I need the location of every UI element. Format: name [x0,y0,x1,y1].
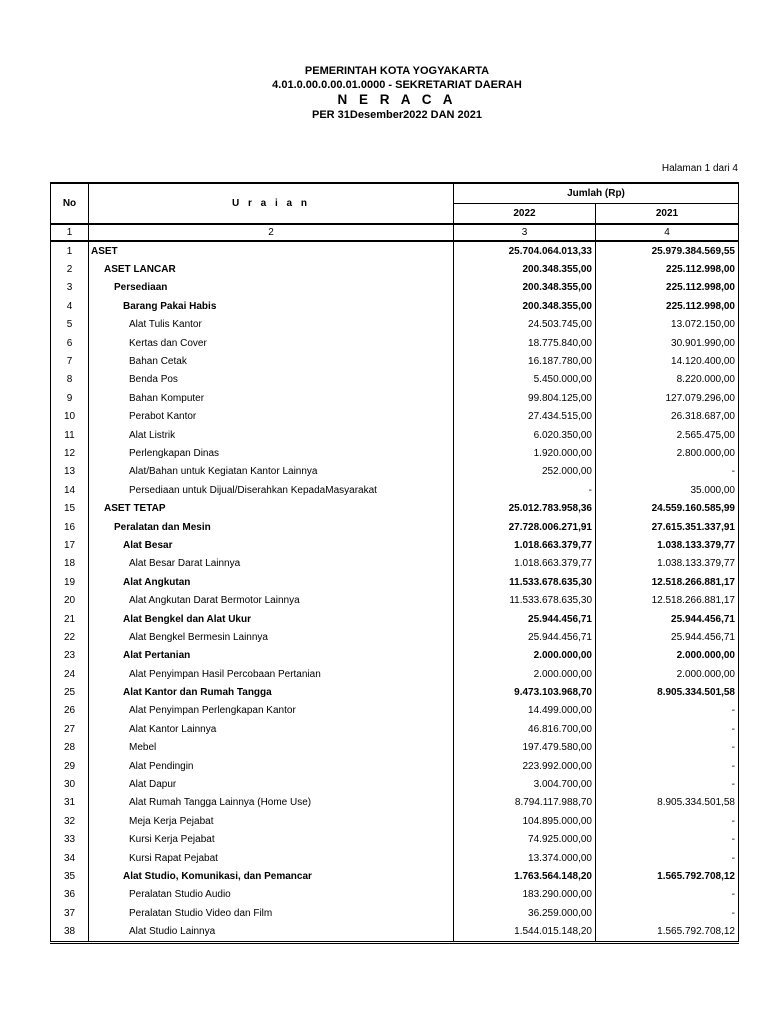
row-label: Bahan Komputer [89,389,454,407]
column-number: 3 [454,224,596,241]
row-label: Alat Bengkel Bermesin Lainnya [89,628,454,646]
row-number: 20 [51,591,89,609]
row-number: 8 [51,371,89,389]
row-value-2022: 1.544.015.148,20 [454,922,596,942]
table-row [51,241,739,260]
row-label: Kursi Rapat Pejabat [89,849,454,867]
row-number: 19 [51,573,89,591]
row-number: 3 [51,279,89,297]
row-value-2022: 36.259.000,00 [454,904,596,922]
row-value-2021: 2.000.000,00 [596,665,739,683]
row-number: 32 [51,812,89,830]
row-number: 4 [51,297,89,315]
table-row [51,867,739,885]
row-number: 27 [51,720,89,738]
row-value-2021: 8.905.334.501,58 [596,794,739,812]
table-row [51,628,739,646]
row-value-2021: - [596,904,739,922]
row-value-2021: - [596,775,739,793]
row-value-2022: 200.348.355,00 [454,260,596,278]
row-value-2021: - [596,812,739,830]
row-value-2022: 5.450.000,00 [454,371,596,389]
table-row [51,334,739,352]
row-value-2022: 200.348.355,00 [454,279,596,297]
row-number: 2 [51,260,89,278]
row-label: Persediaan untuk Dijual/Diserahkan KepadaMasyarakat [89,481,454,499]
table-row [51,610,739,628]
column-number: 2 [89,224,454,241]
row-value-2021: - [596,831,739,849]
table-row [51,683,739,701]
row-label: ASET TETAP [89,499,454,517]
table-row [51,849,739,867]
row-label: Alat Angkutan [89,573,454,591]
department-code: 4.01.0.00.0.00.01.0000 - SEKRETARIAT DAERAH [272,79,522,91]
report-title: N E R A C A [337,92,457,107]
row-value-2021: 27.615.351.337,91 [596,518,739,536]
row-number: 5 [51,316,89,334]
table-row [51,739,739,757]
row-value-2022: 16.187.780,00 [454,352,596,370]
row-value-2022: 11.533.678.635,30 [454,573,596,591]
row-value-2021: 30.901.990,00 [596,334,739,352]
row-label: Alat Bengkel dan Alat Ukur [89,610,454,628]
row-label: Peralatan Studio Audio [89,886,454,904]
report-period: PER 31Desember2022 DAN 2021 [312,109,482,121]
balance-sheet-table [50,182,739,944]
table-row [51,444,739,462]
row-value-2021: 1.038.133.379,77 [596,555,739,573]
row-value-2022: 25.704.064.013,33 [454,241,596,260]
row-value-2022: 200.348.355,00 [454,297,596,315]
row-number: 16 [51,518,89,536]
row-label: Perlengkapan Dinas [89,444,454,462]
row-label: Alat Besar [89,536,454,554]
row-value-2022: 1.763.564.148,20 [454,867,596,885]
row-label: Alat Angkutan Darat Bermotor Lainnya [89,591,454,609]
row-value-2021: 127.079.296,00 [596,389,739,407]
row-label: Alat Tulis Kantor [89,316,454,334]
table-row [51,260,739,278]
row-number: 23 [51,647,89,665]
row-number: 30 [51,775,89,793]
table-row [51,518,739,536]
table-row [51,408,739,426]
row-number: 35 [51,867,89,885]
row-value-2022: 99.804.125,00 [454,389,596,407]
header-jumlah: Jumlah (Rp) [454,183,739,204]
row-label: Alat Penyimpan Hasil Percobaan Pertanian [89,665,454,683]
row-value-2021: - [596,849,739,867]
row-value-2021: 12.518.266.881,17 [596,591,739,609]
row-label: Peralatan Studio Video dan Film [89,904,454,922]
row-value-2022: 1.018.663.379,77 [454,555,596,573]
row-label: ASET LANCAR [89,260,454,278]
row-value-2022: 46.816.700,00 [454,720,596,738]
row-number: 38 [51,922,89,942]
row-label: Benda Pos [89,371,454,389]
table-row [51,757,739,775]
row-number: 29 [51,757,89,775]
row-number: 17 [51,536,89,554]
row-value-2022: 13.374.000,00 [454,849,596,867]
row-label: Kursi Kerja Pejabat [89,831,454,849]
row-label: ASET [89,241,454,260]
row-label: Barang Pakai Habis [89,297,454,315]
column-number: 1 [51,224,89,241]
row-value-2021: - [596,757,739,775]
row-value-2021: 14.120.400,00 [596,352,739,370]
row-value-2022: 6.020.350,00 [454,426,596,444]
table-row [51,279,739,297]
column-number: 4 [596,224,739,241]
row-value-2021: - [596,886,739,904]
row-label: Alat Kantor Lainnya [89,720,454,738]
row-number: 1 [51,241,89,260]
table-row [51,775,739,793]
row-label: Alat Studio, Komunikasi, dan Pemancar [89,867,454,885]
row-number: 28 [51,739,89,757]
row-value-2022: 197.479.580,00 [454,739,596,757]
table-row [51,297,739,315]
row-value-2022: 24.503.745,00 [454,316,596,334]
row-number: 12 [51,444,89,462]
row-number: 11 [51,426,89,444]
row-number: 6 [51,334,89,352]
row-value-2021: - [596,463,739,481]
table-row [51,794,739,812]
row-value-2022: 223.992.000,00 [454,757,596,775]
row-value-2021: 8.220.000,00 [596,371,739,389]
row-number: 18 [51,555,89,573]
row-value-2021: 1.565.792.708,12 [596,922,739,942]
table-row [51,481,739,499]
row-label: Kertas dan Cover [89,334,454,352]
row-number: 15 [51,499,89,517]
table-body [51,241,739,942]
header-year-2022: 2022 [454,204,596,225]
row-label: Alat Pertanian [89,647,454,665]
row-value-2022: 1.018.663.379,77 [454,536,596,554]
row-value-2022: 1.920.000,00 [454,444,596,462]
row-number: 37 [51,904,89,922]
header-uraian: U r a i a n [89,183,454,224]
table-row [51,371,739,389]
row-value-2022: 14.499.000,00 [454,702,596,720]
row-value-2022: 11.533.678.635,30 [454,591,596,609]
row-value-2022: 3.004.700,00 [454,775,596,793]
row-value-2022: 104.895.000,00 [454,812,596,830]
row-value-2022: 9.473.103.968,70 [454,683,596,701]
row-label: Alat Studio Lainnya [89,922,454,942]
row-value-2021: - [596,720,739,738]
row-value-2022: 8.794.117.988,70 [454,794,596,812]
row-number: 31 [51,794,89,812]
table-row [51,555,739,573]
row-value-2022: 252.000,00 [454,463,596,481]
row-label: Persediaan [89,279,454,297]
row-value-2021: 225.112.998,00 [596,297,739,315]
row-number: 34 [51,849,89,867]
table-row [51,702,739,720]
table-row [51,536,739,554]
row-label: Alat Dapur [89,775,454,793]
row-value-2021: 12.518.266.881,17 [596,573,739,591]
row-label: Bahan Cetak [89,352,454,370]
row-number: 33 [51,831,89,849]
table-row [51,647,739,665]
table-row [51,720,739,738]
row-value-2021: 35.000,00 [596,481,739,499]
row-value-2021: 2.565.475,00 [596,426,739,444]
table-row [51,352,739,370]
row-number: 24 [51,665,89,683]
row-label: Perabot Kantor [89,408,454,426]
row-number: 7 [51,352,89,370]
header-no: No [51,183,89,224]
row-value-2022: 2.000.000,00 [454,647,596,665]
row-number: 9 [51,389,89,407]
table-row [51,886,739,904]
table-row [51,922,739,942]
row-value-2021: 1.565.792.708,12 [596,867,739,885]
row-value-2021: 25.979.384.569,55 [596,241,739,260]
row-value-2022: - [454,481,596,499]
table-row [51,665,739,683]
row-label: Alat Listrik [89,426,454,444]
row-label: Alat Kantor dan Rumah Tangga [89,683,454,701]
row-label: Alat Rumah Tangga Lainnya (Home Use) [89,794,454,812]
row-value-2022: 2.000.000,00 [454,665,596,683]
row-number: 25 [51,683,89,701]
row-value-2022: 25.012.783.958,36 [454,499,596,517]
table-row [51,316,739,334]
table-row [51,591,739,609]
row-value-2021: 25.944.456,71 [596,628,739,646]
table-row [51,426,739,444]
table-row [51,389,739,407]
table-row [51,904,739,922]
table-row [51,463,739,481]
row-number: 13 [51,463,89,481]
row-label: Alat Penyimpan Perlengkapan Kantor [89,702,454,720]
row-value-2021: 225.112.998,00 [596,279,739,297]
row-number: 36 [51,886,89,904]
report-header [0,64,768,122]
row-number: 10 [51,408,89,426]
government-name: PEMERINTAH KOTA YOGYAKARTA [304,65,490,77]
row-value-2022: 27.728.006.271,91 [454,518,596,536]
row-number: 14 [51,481,89,499]
row-value-2021: 24.559.160.585,99 [596,499,739,517]
row-value-2021: 8.905.334.501,58 [596,683,739,701]
row-label: Alat Besar Darat Lainnya [89,555,454,573]
table-row [51,499,739,517]
table-row [51,831,739,849]
row-value-2021: 13.072.150,00 [596,316,739,334]
row-value-2021: 2.000.000,00 [596,647,739,665]
row-value-2021: - [596,702,739,720]
row-value-2021: 1.038.133.379,77 [596,536,739,554]
row-value-2021: 26.318.687,00 [596,408,739,426]
row-label: Alat/Bahan untuk Kegiatan Kantor Lainnya [89,463,454,481]
row-label: Mebel [89,739,454,757]
row-value-2021: 25.944.456,71 [596,610,739,628]
row-value-2021: - [596,739,739,757]
row-value-2022: 27.434.515,00 [454,408,596,426]
row-number: 21 [51,610,89,628]
row-number: 22 [51,628,89,646]
table-row [51,573,739,591]
row-number: 26 [51,702,89,720]
row-label: Peralatan dan Mesin [89,518,454,536]
row-value-2022: 25.944.456,71 [454,628,596,646]
row-label: Meja Kerja Pejabat [89,812,454,830]
row-label: Alat Pendingin [89,757,454,775]
row-value-2022: 25.944.456,71 [454,610,596,628]
row-value-2022: 74.925.000,00 [454,831,596,849]
row-value-2021: 225.112.998,00 [596,260,739,278]
row-value-2022: 18.775.840,00 [454,334,596,352]
row-value-2022: 183.290.000,00 [454,886,596,904]
header-year-2021: 2021 [596,204,739,225]
row-value-2021: 2.800.000,00 [596,444,739,462]
page-indicator: Halaman 1 dari 4 [661,163,738,174]
table-row [51,812,739,830]
